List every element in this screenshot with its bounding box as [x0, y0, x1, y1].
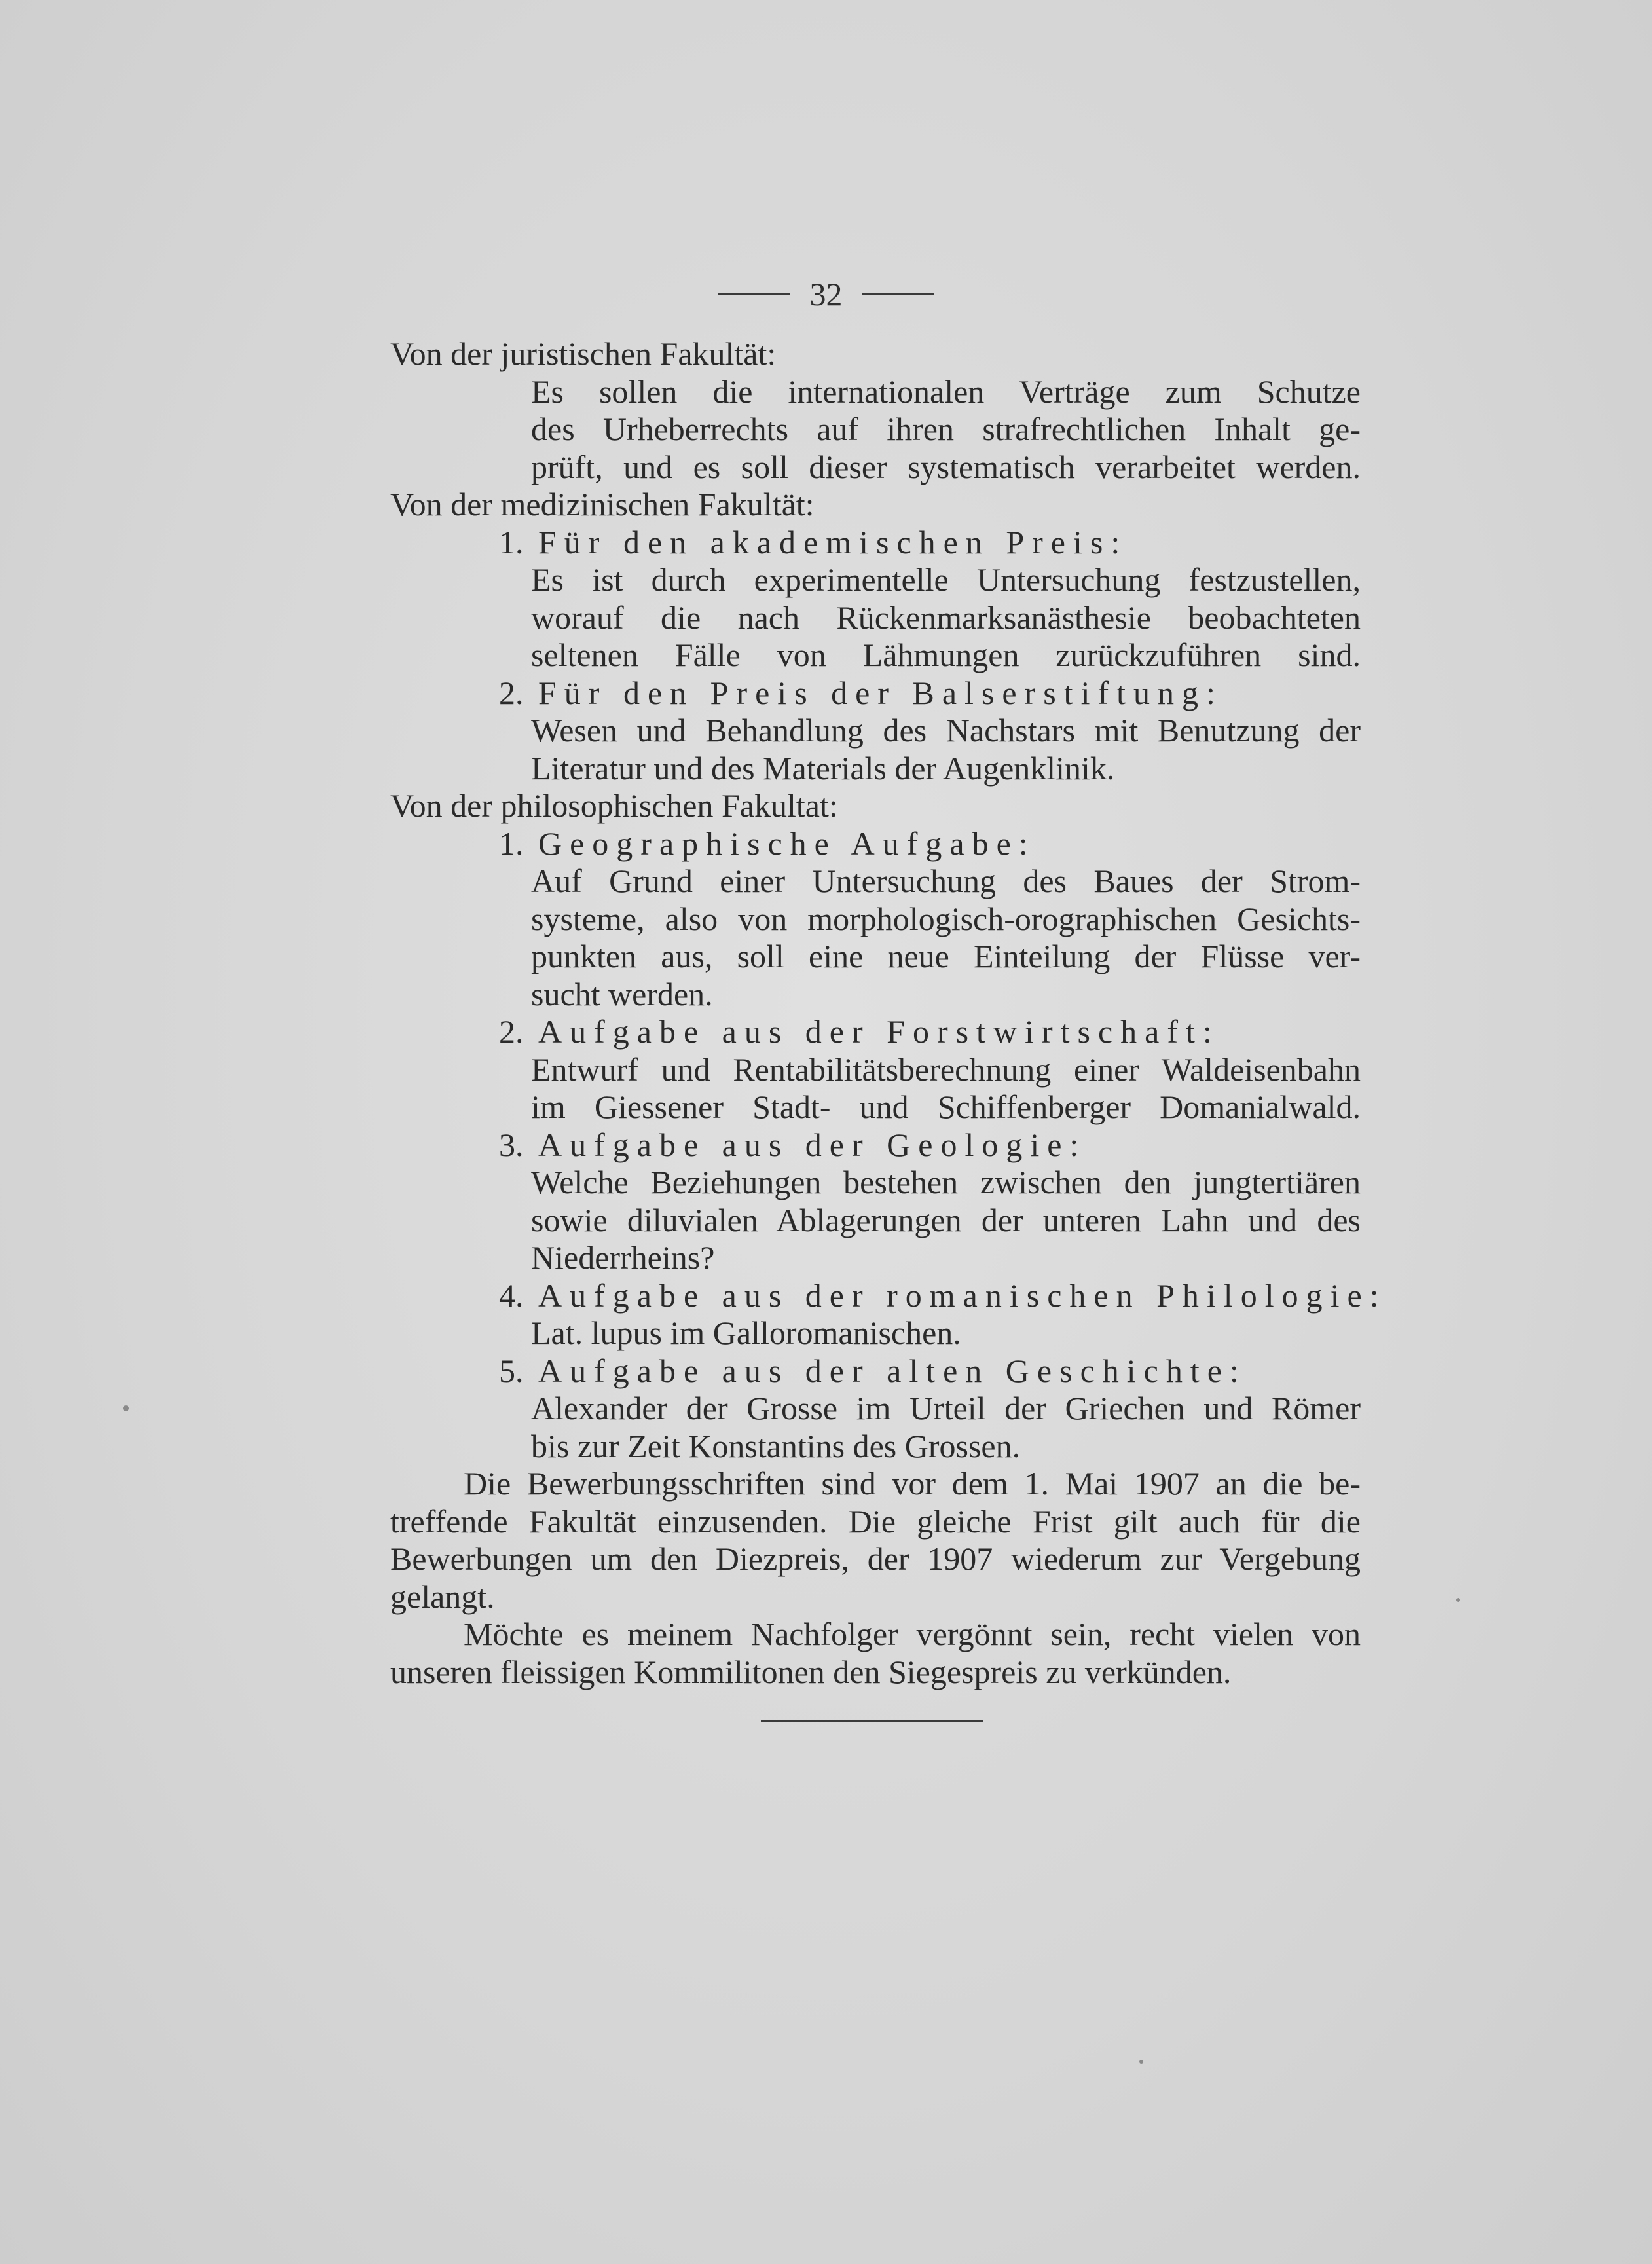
- item-number: 4.: [499, 1276, 524, 1314]
- text-line: Niederrheins?: [531, 1239, 715, 1276]
- text-line: Es ist durch experimentelle Untersuchung festzustellen,: [531, 561, 1361, 598]
- faculty-heading-philosophy: Von der philosophischen Fakultat:: [390, 787, 838, 824]
- list-item-heading: [390, 524, 1361, 562]
- paper-speck: [123, 1405, 129, 1411]
- text-line: Entwurf und Rentabilitätsberechnung einer Waldeisenbahn: [531, 1050, 1361, 1088]
- item-title: Aufgabe aus der Forstwirtschaft:: [538, 1013, 1220, 1050]
- paragraph-line: gelangt.: [390, 1578, 495, 1615]
- text-line: Lat. lupus im Galloromanischen.: [531, 1314, 961, 1351]
- item-number: 1.: [499, 523, 524, 561]
- paragraph-line: Bewerbungen um den Diezpreis, der 1907 wiederum zur Vergebung: [390, 1540, 1361, 1577]
- list-item-heading: [390, 1276, 1387, 1315]
- list-item-heading: [390, 1126, 1361, 1164]
- text-line: seltenen Fälle von Lähmungen zurückzuführen sind.: [531, 637, 1361, 673]
- list-item-heading: [390, 1352, 1361, 1390]
- body-text: [390, 335, 1387, 1691]
- closing-rule: [761, 1720, 983, 1722]
- paragraph-line: Möchte es meinem Nachfolger vergönnt sein, recht vielen von: [464, 1616, 1361, 1652]
- page-header: [0, 275, 1652, 313]
- text-line: im Giessener Stadt- und Schiffenberger Domanialwald.: [531, 1088, 1361, 1125]
- page-number: 32: [809, 276, 843, 312]
- text-line: sucht werden.: [531, 975, 713, 1012]
- text-line: des Urheberrechts auf ihren strafrechtlichen Inhalt ge-: [531, 411, 1361, 447]
- paragraph-line: Die Bewerbungsschriften sind vor dem 1. Mai 1907 an die be-: [464, 1465, 1361, 1502]
- item-number: 5.: [499, 1352, 524, 1389]
- text-line: Es sollen die internationalen Verträge zum Schutze: [531, 373, 1361, 410]
- text-line: worauf die nach Rückenmarksanästhesie beobachteten: [531, 599, 1361, 636]
- item-number: 2.: [499, 674, 524, 711]
- paper-speck: [1456, 1598, 1460, 1602]
- text-line: prüft, und es soll dieser systematisch verarbeitet werden.: [531, 448, 1361, 485]
- item-title: Aufgabe aus der Geologie:: [538, 1126, 1087, 1163]
- text-line: Literatur und des Materials der Augenklinik.: [531, 749, 1115, 787]
- text-line: Welche Beziehungen bestehen zwischen den jungtertiären: [531, 1164, 1361, 1200]
- item-number: 2.: [499, 1013, 524, 1050]
- faculty-heading-medicine: Von der medizinischen Fakultät:: [390, 486, 815, 523]
- item-number: 1.: [499, 825, 524, 862]
- paragraph-line: treffende Fakultät einzusenden. Die gleiche Frist gilt auch für die: [390, 1502, 1361, 1540]
- text-line: bis zur Zeit Konstantins des Grossen.: [531, 1427, 1021, 1464]
- item-title: Geographische Aufgabe:: [538, 825, 1036, 862]
- text-line: Alexander der Grosse im Urteil der Griechen und Römer: [531, 1390, 1361, 1426]
- item-title: Für den Preis der Balserstiftung:: [538, 674, 1223, 711]
- paragraph-line: unseren fleissigen Kommilitonen den Siegespreis zu verkünden.: [390, 1653, 1232, 1690]
- item-title: Aufgabe aus der romanischen Philologie:: [538, 1276, 1387, 1314]
- text-line: systeme, also von morphologisch-orographischen Gesichts-: [531, 900, 1361, 937]
- list-item-heading: [390, 825, 1361, 863]
- text-line: Auf Grund einer Untersuchung des Baues der Strom-: [531, 863, 1361, 899]
- text-line: punkten aus, soll eine neue Einteilung der Flüsse ver-: [531, 938, 1361, 974]
- text-line: sowie diluvialen Ablagerungen der unteren Lahn und des: [531, 1201, 1361, 1238]
- header-rule-left: [718, 293, 790, 295]
- list-item-heading: [390, 1013, 1361, 1051]
- text-line: Wesen und Behandlung des Nachstars mit Benutzung der: [531, 712, 1361, 749]
- faculty-heading-law: Von der juristischen Fakultät:: [390, 335, 777, 372]
- paper-speck: [1139, 2060, 1143, 2064]
- header-rule-right: [862, 293, 934, 295]
- list-item-heading: [390, 675, 1361, 713]
- item-number: 3.: [499, 1126, 524, 1163]
- item-title: Aufgabe aus der alten Geschichte:: [538, 1352, 1247, 1389]
- item-title: Für den akademischen Preis:: [538, 523, 1128, 561]
